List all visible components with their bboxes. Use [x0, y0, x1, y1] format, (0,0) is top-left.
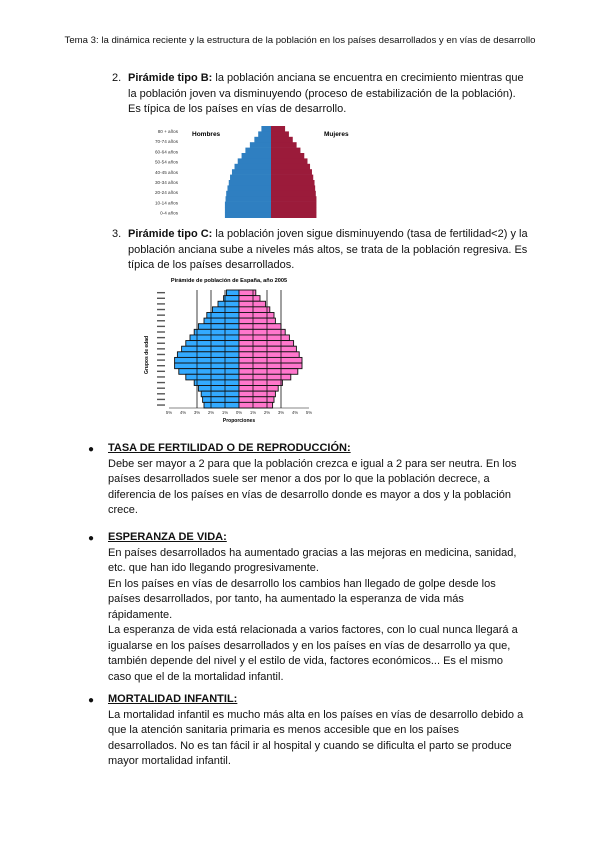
- bullet-icon: ●: [88, 533, 95, 544]
- pyramid-b-women-label: Mujeres: [324, 131, 349, 138]
- pyramid-b-men-bar: [261, 126, 271, 132]
- pyramid-b-men-bar: [229, 180, 271, 186]
- pyramid-c-age-tick: [157, 393, 165, 394]
- pyramid-c-age-tick: [157, 371, 165, 372]
- pyramid-c-age-tick: [157, 354, 165, 355]
- item-label: Pirámide tipo C:: [128, 228, 213, 240]
- pyramid-c-men-bar: [198, 324, 239, 330]
- pyramid-c-age-tick: [157, 387, 165, 388]
- pyramid-c-women-bar: [239, 341, 294, 347]
- pyramid-c-age-tick: [157, 309, 165, 310]
- pyramid-b-women-bar: [271, 180, 315, 186]
- section-paragraph: En los países en vías de desarrollo los cambios han llegado de golpe desde los países desarrollados, por tanto, ha aumentado la esperanza de vida más rápidamente.: [108, 577, 496, 621]
- pyramid-c-age-tick: [157, 314, 165, 315]
- pyramid-c-men-bar: [194, 329, 239, 335]
- pyramid-b-age-label: 20-24 años: [155, 190, 178, 196]
- pyramid-c-men-bar: [224, 296, 239, 302]
- pyramid-c-tick-label: 5%: [305, 410, 313, 415]
- pyramid-c-age-tick: [157, 292, 165, 293]
- pyramid-b-age-label: 10-14 años: [155, 200, 178, 206]
- item-text: la población anciana se encuentra en crecimiento mientras que la población joven va disminuyendo (proceso de estabilización de la población). Es típica de los países en vías de desarrollo.: [128, 72, 524, 115]
- pyramid-c-tick-label: 4%: [179, 410, 187, 415]
- pyramid-b-women-bar: [271, 185, 315, 191]
- pyramid-c-age-tick: [157, 382, 165, 383]
- pyramid-c-men-bar: [186, 374, 239, 380]
- list-item-pyramid-c: [112, 227, 528, 274]
- pyramid-c-men-bar: [204, 402, 239, 408]
- section-title: ESPERANZA DE VIDA:: [108, 531, 227, 543]
- pyramid-c-men-bar: [218, 301, 239, 307]
- pyramid-b-women-bar: [271, 164, 310, 170]
- pyramid-b-women-bar: [271, 137, 293, 143]
- pyramid-b-women-bar: [271, 142, 297, 148]
- pyramid-b-men-bar: [242, 153, 271, 159]
- pyramid-c-title: Pirámide de población de España, año 2005: [170, 278, 288, 284]
- section-life-expectancy: [108, 530, 528, 685]
- pyramid-c-women-bar: [239, 296, 260, 302]
- pyramid-b-men-bar: [258, 131, 271, 137]
- pyramid-c-figure: [143, 273, 315, 425]
- pyramid-c-women-bar: [239, 397, 274, 403]
- pyramid-c-tick-label: 1%: [249, 410, 257, 415]
- pyramid-b-men-bar: [225, 202, 271, 208]
- pyramid-b-men-bar: [254, 137, 271, 143]
- pyramid-c-women-bar: [239, 329, 285, 335]
- pyramid-c-tick-label: 0%: [235, 410, 243, 415]
- pyramid-b-women-bar: [271, 148, 300, 154]
- pyramid-c-women-bar: [239, 363, 302, 369]
- section-title: MORTALIDAD INFANTIL:: [108, 693, 238, 705]
- pyramid-b-women-bar: [271, 202, 316, 208]
- pyramid-c-men-bar: [207, 312, 239, 318]
- pyramid-c-women-bar: [239, 357, 302, 363]
- section-paragraph: Debe ser mayor a 2 para que la población crezca e igual a 2 para ser neutra. En los países desarrollados suele ser menor a dos por lo que la población decrece, a diferencia de los países en vías de desarrollo donde es mayor a dos y la población crece.: [108, 457, 517, 516]
- pyramid-c-women-bar: [239, 386, 278, 392]
- bullet-icon: ●: [88, 444, 95, 455]
- pyramid-c-tick-label: 5%: [165, 410, 173, 415]
- pyramid-b-men-bar: [227, 185, 271, 191]
- pyramid-c-men-bar: [179, 369, 239, 375]
- pyramid-c-x-ticks: [166, 410, 312, 415]
- pyramid-b-age-label: 0-4 años: [160, 210, 178, 216]
- pyramid-b-figure: [148, 122, 358, 218]
- pyramid-b-men-bar: [225, 212, 271, 218]
- pyramid-b-age-label: 50-54 años: [155, 159, 178, 165]
- pyramid-c-age-tick: [157, 359, 165, 360]
- pyramid-c-men-bar: [177, 352, 239, 358]
- pyramid-c-men-bar: [175, 363, 239, 369]
- pyramid-b-women-bar: [271, 169, 312, 175]
- item-label: Pirámide tipo B:: [128, 72, 213, 84]
- pyramid-b-men-bar: [250, 142, 271, 148]
- pyramid-c-men-bar: [175, 357, 239, 363]
- pyramid-b-men-label: Hombres: [192, 131, 221, 138]
- pyramid-c-age-tick: [157, 331, 165, 332]
- pyramid-c-tick-label: 3%: [277, 410, 285, 415]
- pyramid-b-age-label: 70-74 años: [155, 139, 178, 145]
- pyramid-c-women-bar: [239, 352, 299, 358]
- pyramid-c-age-tick: [157, 337, 165, 338]
- page-header: Tema 3: la dinámica reciente y la estructura de la población en los países desarrollados y en vías de desarrollo: [64, 35, 536, 46]
- pyramid-c-age-tick: [157, 376, 165, 377]
- list-item-pyramid-b: [112, 71, 528, 118]
- pyramid-c-women-bar: [239, 391, 275, 397]
- pyramid-c-men-bar: [186, 341, 239, 347]
- pyramid-b-women-bar: [271, 131, 289, 137]
- pyramid-c-men-bar: [212, 307, 239, 313]
- section-paragraph: En países desarrollados ha aumentado gracias a las mejoras en medicina, sanidad, etc. que han ido llegando progresivamente.: [108, 546, 517, 574]
- list-number: 3.: [112, 228, 122, 240]
- pyramid-c-men-bar: [198, 386, 239, 392]
- pyramid-c-age-tick: [157, 404, 165, 405]
- pyramid-b-men-bar: [226, 196, 271, 202]
- pyramid-c-x-title: Proporciones: [222, 418, 256, 424]
- list-number: 2.: [112, 72, 122, 84]
- pyramid-b-women-bar: [271, 191, 316, 197]
- pyramid-c-women-bar: [239, 307, 270, 313]
- pyramid-c-women-bar: [239, 369, 298, 375]
- pyramid-c-age-tick: [157, 348, 165, 349]
- pyramid-b-men-bar: [230, 175, 271, 181]
- pyramid-c-age-tick: [157, 365, 165, 366]
- pyramid-c-women-bar: [239, 374, 291, 380]
- pyramid-c-women-bar: [239, 324, 281, 330]
- pyramid-c-tick-label: 3%: [193, 410, 201, 415]
- pyramid-b-women-bar: [271, 153, 304, 159]
- pyramid-c-tick-label: 2%: [207, 410, 215, 415]
- item-text: la población joven sigue disminuyendo (tasa de fertilidad<2) y la población anciana sube a niveles más altos, se trata de la población regresiva. Es típica de los países desarrollados.: [128, 228, 528, 271]
- pyramid-c-age-tick: [157, 399, 165, 400]
- pyramid-c-age-tick: [157, 298, 165, 299]
- pyramid-b-women-bar: [271, 207, 316, 213]
- pyramid-c-age-tick: [157, 320, 165, 321]
- pyramid-b-women-bar: [271, 158, 307, 164]
- pyramid-b-age-label: 40-45 años: [155, 169, 178, 175]
- bullet-icon: ●: [88, 695, 95, 706]
- section-fertility: [108, 441, 528, 519]
- pyramid-b-women-bar: [271, 126, 285, 132]
- pyramid-b-age-label: 30-34 años: [155, 180, 178, 185]
- pyramid-c-men-bar: [182, 346, 239, 352]
- pyramid-b-bars: [225, 126, 317, 218]
- pyramid-b-men-bar: [225, 207, 271, 213]
- pyramid-c-tick-label: 4%: [291, 410, 299, 415]
- pyramid-c-age-tick: [157, 343, 165, 344]
- pyramid-c-women-bar: [239, 318, 275, 324]
- pyramid-b-women-bar: [271, 196, 316, 202]
- pyramid-b-women-bar: [271, 175, 313, 181]
- section-title: TASA DE FERTILIDAD O DE REPRODUCCIÓN:: [108, 442, 351, 454]
- pyramid-b-men-bar: [232, 169, 271, 175]
- section-paragraph: La mortalidad infantil es mucho más alta en los países en vías de desarrollo debido a que la atención sanitaria primaria es menos accesible que en los países desarrollados. No es tan fácil ir al hospital y cuando se dificulta el parto se produce mayor mortalidad infantil.: [108, 708, 524, 767]
- pyramid-c-women-bar: [239, 346, 296, 352]
- section-paragraph: La esperanza de vida está relacionada a varios factores, con lo cual nunca llegará a igualarse en los países desarrollados y en los países en vías de desarrollo ya que, también depende del nivel y el estilo de vida, factores económicos... Es el mismo caso que el de la mortalidad infantil.: [108, 624, 518, 683]
- pyramid-c-men-bar: [226, 290, 239, 296]
- pyramid-c-tick-label: 2%: [263, 410, 271, 415]
- pyramid-c-women-bar: [239, 301, 266, 307]
- pyramid-b-men-bar: [238, 158, 271, 164]
- pyramid-c-men-bar: [204, 318, 239, 324]
- pyramid-c-men-bar: [194, 380, 239, 386]
- pyramid-c-y-title: Grupos de edad: [144, 335, 150, 375]
- pyramid-c-age-tick: [157, 303, 165, 304]
- pyramid-c-women-bar: [239, 380, 282, 386]
- pyramid-c-tick-label: 1%: [221, 410, 229, 415]
- pyramid-c-men-bar: [201, 391, 239, 397]
- pyramid-c-age-tick: [157, 326, 165, 327]
- pyramid-b-age-label: 60-64 años: [155, 149, 178, 155]
- pyramid-c-women-bar: [239, 312, 274, 318]
- pyramid-c-bars: [157, 290, 309, 408]
- pyramid-b-men-bar: [245, 148, 271, 154]
- pyramid-b-age-labels: [155, 129, 179, 216]
- section-infant-mortality: [108, 692, 528, 770]
- pyramid-b-women-bar: [271, 212, 316, 218]
- pyramid-b-age-label: 80 + años: [157, 129, 178, 134]
- pyramid-b-men-bar: [235, 164, 271, 170]
- pyramid-b-men-bar: [226, 191, 271, 197]
- pyramid-c-women-bar: [239, 402, 273, 408]
- pyramid-c-women-bar: [239, 335, 289, 341]
- pyramid-c-men-bar: [203, 397, 239, 403]
